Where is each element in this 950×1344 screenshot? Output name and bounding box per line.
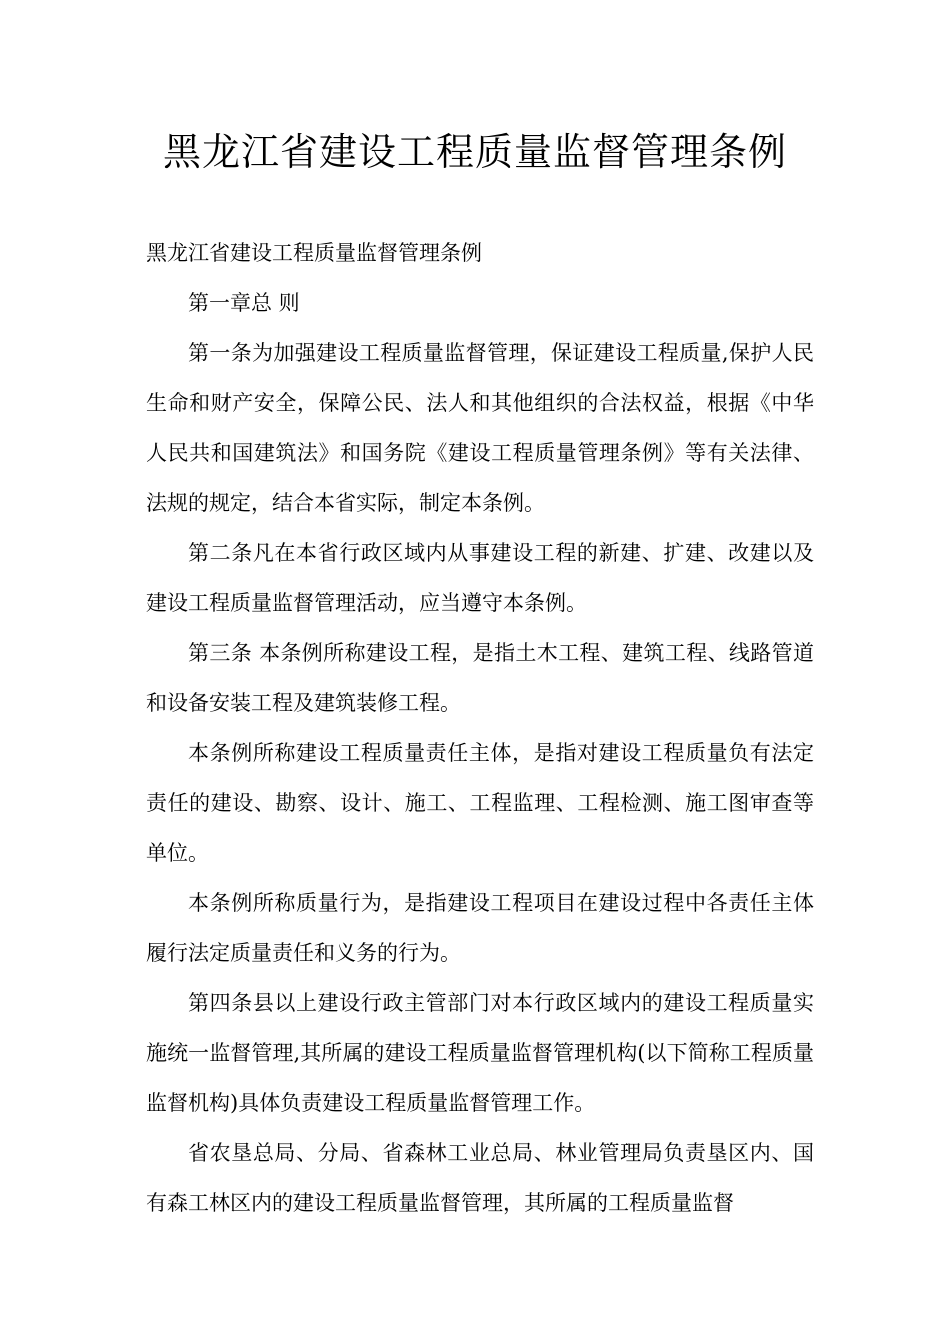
paragraph-article-3: 第三条 本条例所称建设工程，是指土木工程、建筑工程、线路管道和设备安装工程及建筑装修工程。 bbox=[146, 641, 814, 715]
paragraph-article-2: 第二条凡在本省行政区域内从事建设工程的新建、扩建、改建以及建设工程质量监督管理活动，应当遵守本条例。 bbox=[146, 541, 814, 615]
paragraph-article-4: 第四条县以上建设行政主管部门对本行政区域内的建设工程质量实施统一监督管理,其所属的建设工程质量监督管理机构(以下简称工程质量监督机构)具体负责建设工程质量监督管理工作。 bbox=[146, 991, 814, 1115]
paragraph-quality-behavior: 本条例所称质量行为，是指建设工程项目在建设过程中各责任主体履行法定质量责任和义务的行为。 bbox=[146, 891, 814, 965]
paragraph-reclamation-forestry: 省农垦总局、分局、省森林工业总局、林业管理局负责垦区内、国有森工林区内的建设工程质量监督管理，其所属的工程质量监督 bbox=[146, 1141, 814, 1215]
document-title: 黑龙江省建设工程质量监督管理条例 bbox=[162, 130, 787, 174]
paragraph-article-1: 第一条为加强建设工程质量监督管理，保证建设工程质量,保护人民生命和财产安全，保障公民、法人和其他组织的合法权益，根据《中华人民共和国建筑法》和国务院《建设工程质量管理条例》等有关法律、法规的规定，结合本省实际，制定本条例。 bbox=[146, 341, 814, 515]
paragraph-responsible-parties: 本条例所称建设工程质量责任主体，是指对建设工程质量负有法定责任的建设、勘察、设计、施工、工程监理、工程检测、施工图审查等单位。 bbox=[146, 741, 814, 865]
document-body bbox=[146, 228, 814, 1228]
paragraph-chapter-title: 第一章总 则 bbox=[188, 291, 300, 315]
paragraph-heading: 黑龙江省建设工程质量监督管理条例 bbox=[146, 241, 482, 265]
